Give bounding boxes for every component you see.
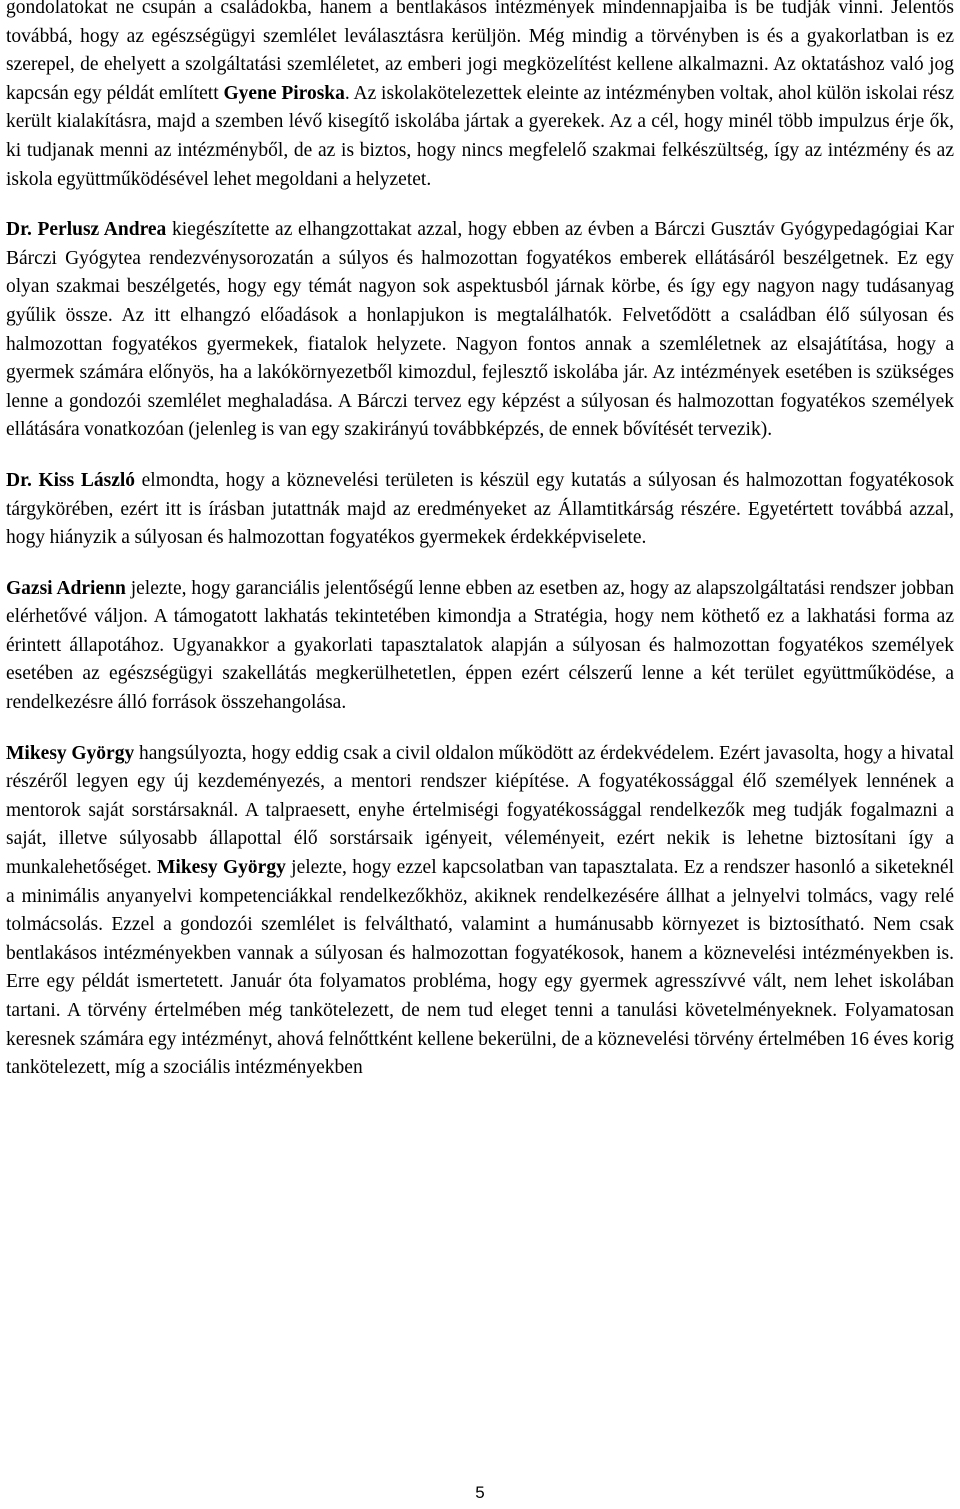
paragraph-text: kiegészítette az elhangzottakat azzal, hogy ebben az évben a Bárczi Gusztáv Gyógypedagógiai Kar Bárczi Gyógytea rendezvénysorozatán a súlyos és halmozottan fogyatékos emberek ellátásáról beszélgetnek. Ez egy olyan szakmai beszélgetés, hogy egy témát nagyon sok aspektusból járnak körbe, és így egy nagyon nagy tudásanyag gyűlik össze. Az itt elhangzó előadások a honlapjukon is megtalálhatók. Felvetődött a családban élő súlyosan és halmozottan fogyatékos gyermekek, fiatalok helyzete. Nagyon fontos annak a szemléletnek az elsajátítása, hogy a gyermek számára előnyös, ha a lakókörnyezetből kimozdul, fejlesztő iskolába jár. Az intézmények esetében is szükséges lenne a gondozói szemlélet meghaladása. A Bárczi tervez egy képzést a súlyosan és halmozottan fogyatékos személyek ellátására vonatkozóan (jelenleg is van egy szakirányú továbbképzés, de ennek bővítését tervezik). bbox=[6, 219, 954, 441]
speaker-name: Gyene Piroska bbox=[223, 82, 345, 104]
paragraph-text: . Az iskolakötelezettek eleinte az intézményben voltak, ahol külön iskolai rész került kialakításra, majd a szemben lévő kisegítő iskolába jártak a gyerekek. Az a cél, hogy minél több impulzus érje ők, ki tudjanak menni az intézményből, de az is biztos, hogy nincs megfelelő szakmai felkészültség, így az intézmény és az iskola együttműködésével lehet megoldani a helyzetet. bbox=[6, 82, 954, 190]
speaker-name: Dr. Kiss László bbox=[6, 469, 136, 491]
paragraph-text: jelezte, hogy ezzel kapcsolatban van tapasztalata. Ez a rendszer hasonló a siketeknél a minimális anyanyelvi kompetenciákkal rendelkezőkhöz, akiknek rendelkezésére állhat a jelnyelvi tolmács, vagy relé tolmácsolás. Ezzel a gondozói szemlélet is felváltható, valamint a humánusabb környezet is biztosítható. Nem csak bentlakásos intézményekben vannak a súlyosan és halmozottan fogyatékosok, hanem a köznevelési intézményekben is. Erre egy példát ismertetett. Január óta folyamatos probléma, hogy egy gyermek agresszívvé vált, nem lehet iskolában tartani. A törvény értelmében még tankötelezett, de nem tud eleget tenni a tanulási követelményeknek. Folyamatosan keresnek számára egy intézményt, ahová felnőttként kellene bekerülni, de a köznevelési törvény értelmében 16 éves korig tankötelezett, míg a szociális intézményekben bbox=[6, 857, 954, 1079]
page-number: 5 bbox=[475, 1483, 485, 1502]
paragraph-gazsi-adrienn bbox=[6, 575, 954, 718]
speaker-name: Gazsi Adrienn bbox=[6, 577, 126, 599]
speaker-name: Mikesy György bbox=[157, 857, 286, 879]
paragraph-mikesy-gyorgy bbox=[6, 740, 954, 1083]
speaker-name: Mikesy György bbox=[6, 742, 135, 764]
speaker-name: Dr. Perlusz Andrea bbox=[6, 219, 167, 241]
paragraph-text: jelezte, hogy garanciális jelentőségű lenne ebben az esetben az, hogy az alapszolgáltatási rendszer jobban elérhetővé váljon. A támogatott lakhatás tekintetében kimondja a Stratégia, hogy nem köthető ez a lakhatási forma az érintett állapotához. Ugyanakkor a gyakorlati tapasztalatok alapján a súlyosan és halmozottan fogyatékos személyek esetében az egészségügyi szakellátás megkerülhetetlen, éppen ezért célszerű lenne a két terület együttműködése, a rendelkezésre álló források összehangolása. bbox=[6, 577, 954, 714]
paragraph-text: hangsúlyozta, hogy eddig csak a civil oldalon működött az érdekvédelem. Ezért javasolta, hogy a hivatal részéről legyen egy új kezdeményezés, a mentori rendszer kiépítése. A fogyatékossággal élő személyek lennének a mentorok saját sorstársaknál. A talpraesett, enyhe értelmiségi fogyatékossággal rendelkezők meg tudják fogalmazni a saját, illetve súlyosabb állapottal élő sorstársaik igényeit, véleményeit, ezért nekik is lehetne biztosítani így a munkalehetőséget. bbox=[6, 742, 954, 879]
paragraph-kiss-laszlo bbox=[6, 467, 954, 553]
paragraph-text: gondolatokat ne csupán a családokba, hanem a bentlakásos intézmények mindennapjaiba is be tudják vinni. Jelentős továbbá, hogy az egészségügyi szemlélet leválasztásra kerüljön. Még mindig a törvényben is és a gyakorlatban is ez szerepel, de ehelyett a szolgáltatási szemléletet, az emberi jogi megközelítést kellene alkalmazni. Az oktatáshoz való jog kapcsán egy példát említett bbox=[6, 0, 954, 104]
document-page bbox=[6, 0, 954, 1083]
paragraph-gyene-piroska bbox=[6, 0, 954, 194]
paragraph-text: elmondta, hogy a köznevelési területen is készül egy kutatás a súlyosan és halmozottan fogyatékosok tárgykörében, ezért itt is írásban jutattnák majd az eredményeket az Államtitkárság részére. Egyetértett továbbá azzal, hogy hiányzik a súlyosan és halmozottan fogyatékos gyermekek érdekképviselete. bbox=[6, 469, 954, 549]
paragraph-perlusz-andrea bbox=[6, 216, 954, 445]
